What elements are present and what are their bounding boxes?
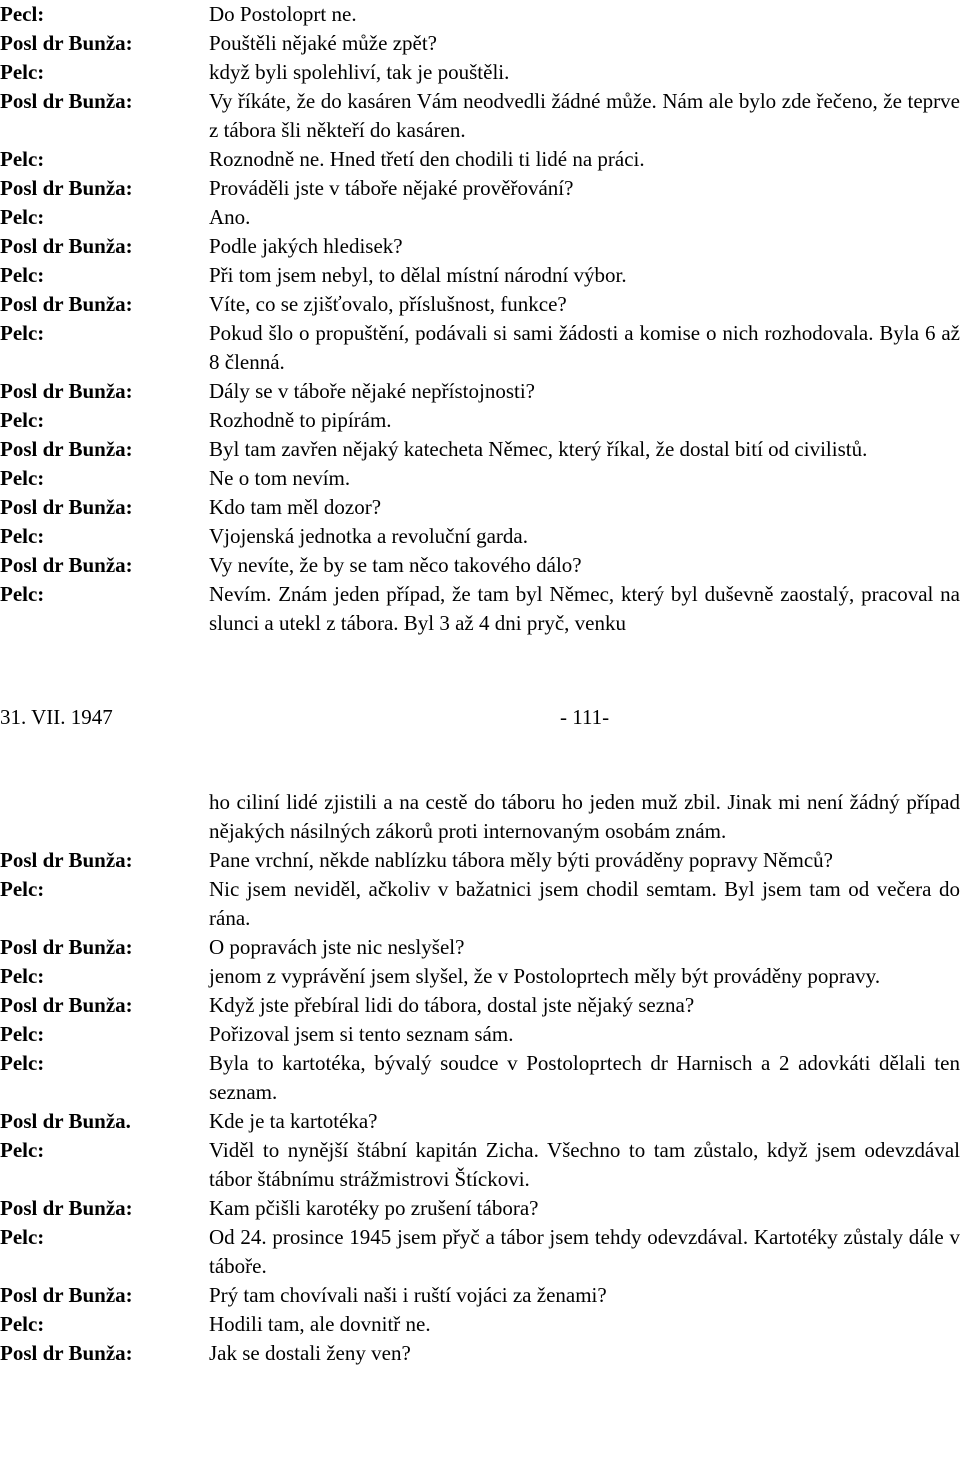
speaker-label: Posl dr Bunža: [0,553,133,577]
dialogue-row [0,493,960,522]
speech-text: Nevím. Znám jeden případ, že tam byl Němec, který byl duševně zaostalý, pracoval na slunci a utekl z tábora. Byl 3 až 4 dni pryč, venku [209,582,960,635]
speech-text: Pokud šlo o propuštění, podávali si sami žádosti a komise o nich rozhodovala. Byla 6 až 8 členná. [209,321,960,374]
speech-text: Roznodně ne. Hned třetí den chodili ti lidé na práci. [209,147,645,171]
dialogue-row [0,406,960,435]
speaker-label: Pelc: [0,1312,45,1336]
dialogue-row [0,319,960,377]
speaker-label: Pelc: [0,147,45,171]
speech-text: Při tom jsem nebyl, to dělal místní národní výbor. [209,263,627,287]
speaker-label: Posl dr Bunža: [0,379,133,403]
page-number: - 111- [560,705,610,729]
dialogue-row [0,846,960,875]
transcript-page-1 [0,0,960,638]
dialogue-row [0,261,960,290]
speech-text: Víte, co se zjišťovalo, příslušnost, funkce? [209,292,567,316]
speech-text: Kde je ta kartotéka? [209,1109,378,1133]
dialogue-row [0,464,960,493]
speech-text: když byli spolehliví, tak je pouštěli. [209,60,510,84]
dialogue-row [0,1049,960,1107]
speaker-label: Posl dr Bunža: [0,437,133,461]
speaker-label: Posl dr Bunža: [0,1283,133,1307]
speaker-label: Posl dr Bunža: [0,848,133,872]
dialogue-row [0,203,960,232]
speech-text: Vy říkáte, že do kasáren Vám neodvedli žádné může. Nám ale bylo zde řečeno, že teprve z tábora šli někteří do kasáren. [209,89,960,142]
speaker-label: Pelc: [0,877,45,901]
speaker-label: Posl dr Bunža. [0,1109,131,1133]
speaker-label: Posl dr Bunža: [0,1196,133,1220]
speaker-label: Pelc: [0,321,45,345]
speech-text: Byla to kartotéka, bývalý soudce v Postoloprtech dr Harnisch a 2 adovkáti dělali ten seznam. [209,1051,960,1104]
speaker-label: Pelc: [0,1225,45,1249]
speech-text: Prý tam chovívali naši i ruští vojáci za ženami? [209,1283,607,1307]
dialogue-row [0,875,960,933]
dialogue-row [0,377,960,406]
speaker-label: Posl dr Bunža: [0,31,133,55]
speech-text: O popravách jste nic neslyšel? [209,935,465,959]
speech-text: Ne o tom nevím. [209,466,351,490]
dialogue-row [0,1107,960,1136]
speech-text: Pouštěli nějaké může zpět? [209,31,437,55]
dialogue-row [0,145,960,174]
speaker-label: Pelc: [0,1138,45,1162]
speech-text: Pane vrchní, někde nablízku tábora měly býti prováděny popravy Němců? [209,848,833,872]
page-footer [0,703,960,732]
dialogue-row [0,580,960,638]
speaker-label: Posl dr Bunža: [0,1341,133,1365]
speaker-label: Pelc: [0,1022,45,1046]
footer-date: 31. VII. 1947 [0,705,113,729]
speaker-label: Pecl: [0,2,45,26]
speech-text: Do Postoloprt ne. [209,2,357,26]
speaker-label: Posl dr Bunža: [0,89,133,113]
speech-text: Dály se v táboře nějaké nepřístojnosti? [209,379,535,403]
speech-text: Vy nevíte, že by se tam něco takového dálo? [209,553,582,577]
speech-text: Podle jakých hledisek? [209,234,403,258]
dialogue-row [0,1223,960,1281]
dialogue-row [0,522,960,551]
speaker-label: Pelc: [0,582,45,606]
transcript-page-2 [0,788,960,1368]
speaker-label: Pelc: [0,263,45,287]
dialogue-row [0,933,960,962]
dialogue-row [0,174,960,203]
dialogue-row [0,1339,960,1368]
speaker-label: Posl dr Bunža: [0,935,133,959]
speech-text: Viděl to nynější štábní kapitán Zicha. Všechno to tam zůstalo, když jsem odevzdával tábor štábnímu strážmistrovi Štíckovi. [209,1138,960,1191]
speech-text: jenom z vyprávění jsem slyšel, že v Postoloprtech měly být prováděny popravy. [209,964,881,988]
speaker-label: Pelc: [0,408,45,432]
speech-text: Rozhodně to pipírám. [209,408,392,432]
dialogue-row [0,1194,960,1223]
speaker-label: Pelc: [0,964,45,988]
dialogue-row [0,962,960,991]
dialogue-row [0,551,960,580]
dialogue-row [0,435,960,464]
dialogue-row [0,0,960,29]
speech-text: Byl tam zavřen nějaký katecheta Němec, který říkal, že dostal bití od civilistů. [209,437,868,461]
speech-text: Vjojenská jednotka a revoluční garda. [209,524,528,548]
speaker-label: Pelc: [0,60,45,84]
continuation-text: ho ciliní lidé zjistili a na cestě do táboru ho jeden muž zbil. Jinak mi není žádný případ nějakých násilných zákorů proti internovaným osobám znám. [209,790,960,843]
dialogue-row [0,290,960,319]
dialogue-row [0,87,960,145]
speech-text: Ano. [209,205,251,229]
dialogue-row [0,1136,960,1194]
speech-text: Hodili tam, ale dovnitř ne. [209,1312,431,1336]
speech-text: Od 24. prosince 1945 jsem přyč a tábor jsem tehdy odevzdával. Kartotéky zůstaly dále v táboře. [209,1225,960,1278]
speaker-label: Pelc: [0,1051,45,1075]
speech-text: Nic jsem neviděl, ačkoliv v bažatnici jsem chodil semtam. Byl jsem tam od večera do rána. [209,877,960,930]
speaker-label: Posl dr Bunža: [0,993,133,1017]
dialogue-row [0,232,960,261]
dialogue-row [0,1020,960,1049]
speaker-label: Posl dr Bunža: [0,234,133,258]
speech-text: Kdo tam měl dozor? [209,495,382,519]
speech-text: Jak se dostali ženy ven? [209,1341,411,1365]
speaker-label: Pelc: [0,524,45,548]
speech-text: Prováděli jste v táboře nějaké prověřování? [209,176,574,200]
speaker-label: Pelc: [0,466,45,490]
speech-text: Kam pčišli karotéky po zrušení tábora? [209,1196,539,1220]
speaker-label: Pelc: [0,205,45,229]
dialogue-row [0,991,960,1020]
dialogue-row [0,1310,960,1339]
dialogue-row [0,29,960,58]
speaker-label: Posl dr Bunža: [0,176,133,200]
speaker-label: Posl dr Bunža: [0,292,133,316]
speaker-label: Posl dr Bunža: [0,495,133,519]
speech-text: Pořizoval jsem si tento seznam sám. [209,1022,514,1046]
dialogue-row [0,58,960,87]
dialogue-row [0,1281,960,1310]
speech-text: Když jste přebíral lidi do tábora, dostal jste nějaký sezna? [209,993,695,1017]
